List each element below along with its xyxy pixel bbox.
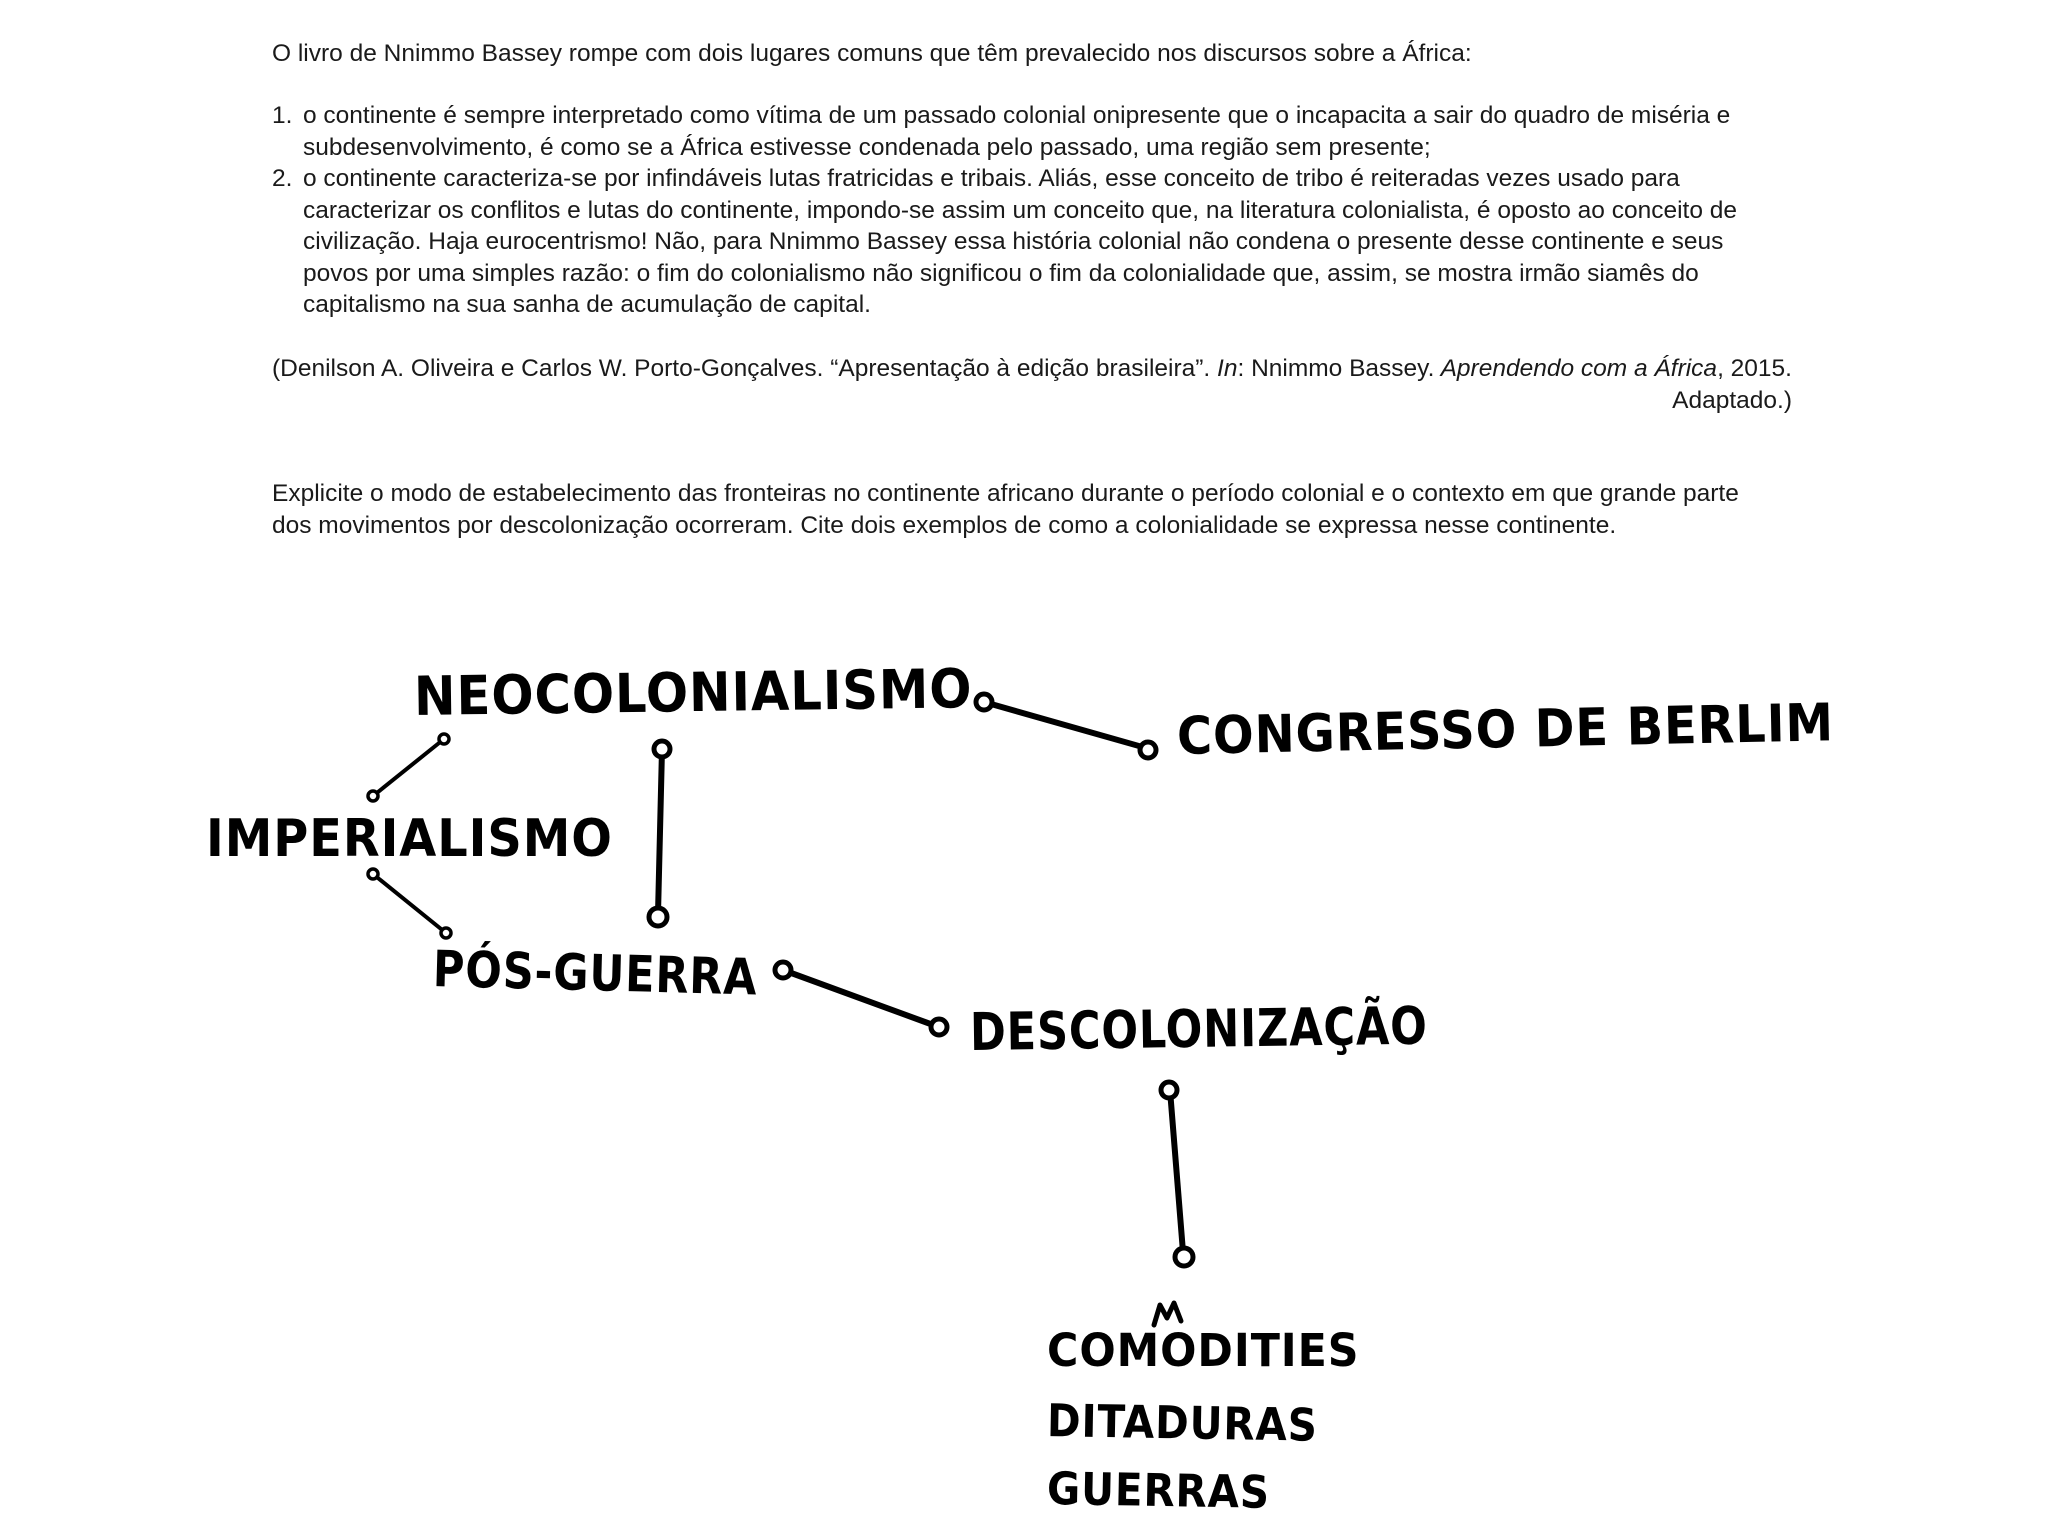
node-neocolonialismo: NEOCOLONIALISMO: [413, 657, 973, 728]
intro-paragraph: O livro de Nnimmo Bassey rompe com dois lugares comuns que têm prevalecido nos discursos sobre a África:: [272, 40, 1472, 67]
connector-descolonizacao-commodities: [1161, 1082, 1193, 1266]
question-prompt: Explicite o modo de estabelecimento das fronteiras no continente africano durante o período colonial e o contexto em que grande parte dos movimentos por descolonização ocorreram. Cite dois exemplos de como a colonialidade se expressa nesse continente.: [272, 480, 1739, 539]
list-item-text: o continente é sempre interpretado como vítima de um passado colonial onipresente que o incapacita a sair do quadro de miséria e subdesenvolvimento, é como se a África estivesse condenada pelo passado, uma região sem presente;: [303, 102, 1731, 161]
list-item-number: 2.: [272, 165, 293, 192]
node-guerras: GUERRAS: [1046, 1462, 1271, 1519]
citation-book-title: Aprendendo com a África: [1440, 355, 1718, 382]
connector-imperialismo-pos-guerra: [368, 869, 451, 938]
connector-imperialismo-neocolonialismo: [368, 734, 449, 801]
node-imperialismo: IMPERIALISMO: [206, 809, 613, 869]
citation-authors: (Denilson A. Oliveira e Carlos W. Porto-Gonçalves. “Apresentação à edição brasileira”.: [272, 355, 1218, 382]
node-ditaduras: DITADURAS: [1046, 1394, 1319, 1452]
node-descolonizacao: DESCOLONIZAÇÃO: [969, 996, 1429, 1063]
citation-source: : Nnimmo Bassey.: [1237, 355, 1435, 382]
node-commodities: COMODITIES: [1047, 1324, 1360, 1377]
connector-pos-guerra-descolonizacao: [775, 962, 947, 1035]
list-item-number: 1.: [272, 102, 293, 129]
node-pos-guerra: PÓS-GUERRA: [432, 940, 759, 1007]
handwritten-accent-mark: [1154, 1303, 1181, 1325]
citation-in: In: [1217, 355, 1238, 382]
connector-neocolonialismo-pos-guerra: [649, 741, 670, 926]
node-congresso-de-berlim: CONGRESSO DE BERLIM: [1176, 693, 1835, 767]
connector-neocolonialismo-congresso: [976, 694, 1156, 758]
list-item-text: o continente caracteriza-se por infindáveis lutas fratricidas e tribais. Aliás, esse conceito de tribo é reiteradas vezes usado para caracterizar os conflitos e lutas do continente, impondo-se assim um conceito que, na literatura colonialista, é oposto ao conceito de civilização. Haja eurocentrismo! Não, para Nnimmo Bassey essa história colonial não condena o presente desse continente e seus povos por uma simples razão: o fim do colonialismo não significou o fim da colonialidade que, assim, se mostra irmão siamês do capitalismo na sua sanha de acumulação de capital.: [303, 165, 1738, 318]
citation-year: , 2015. Adaptado.): [1672, 355, 1792, 414]
